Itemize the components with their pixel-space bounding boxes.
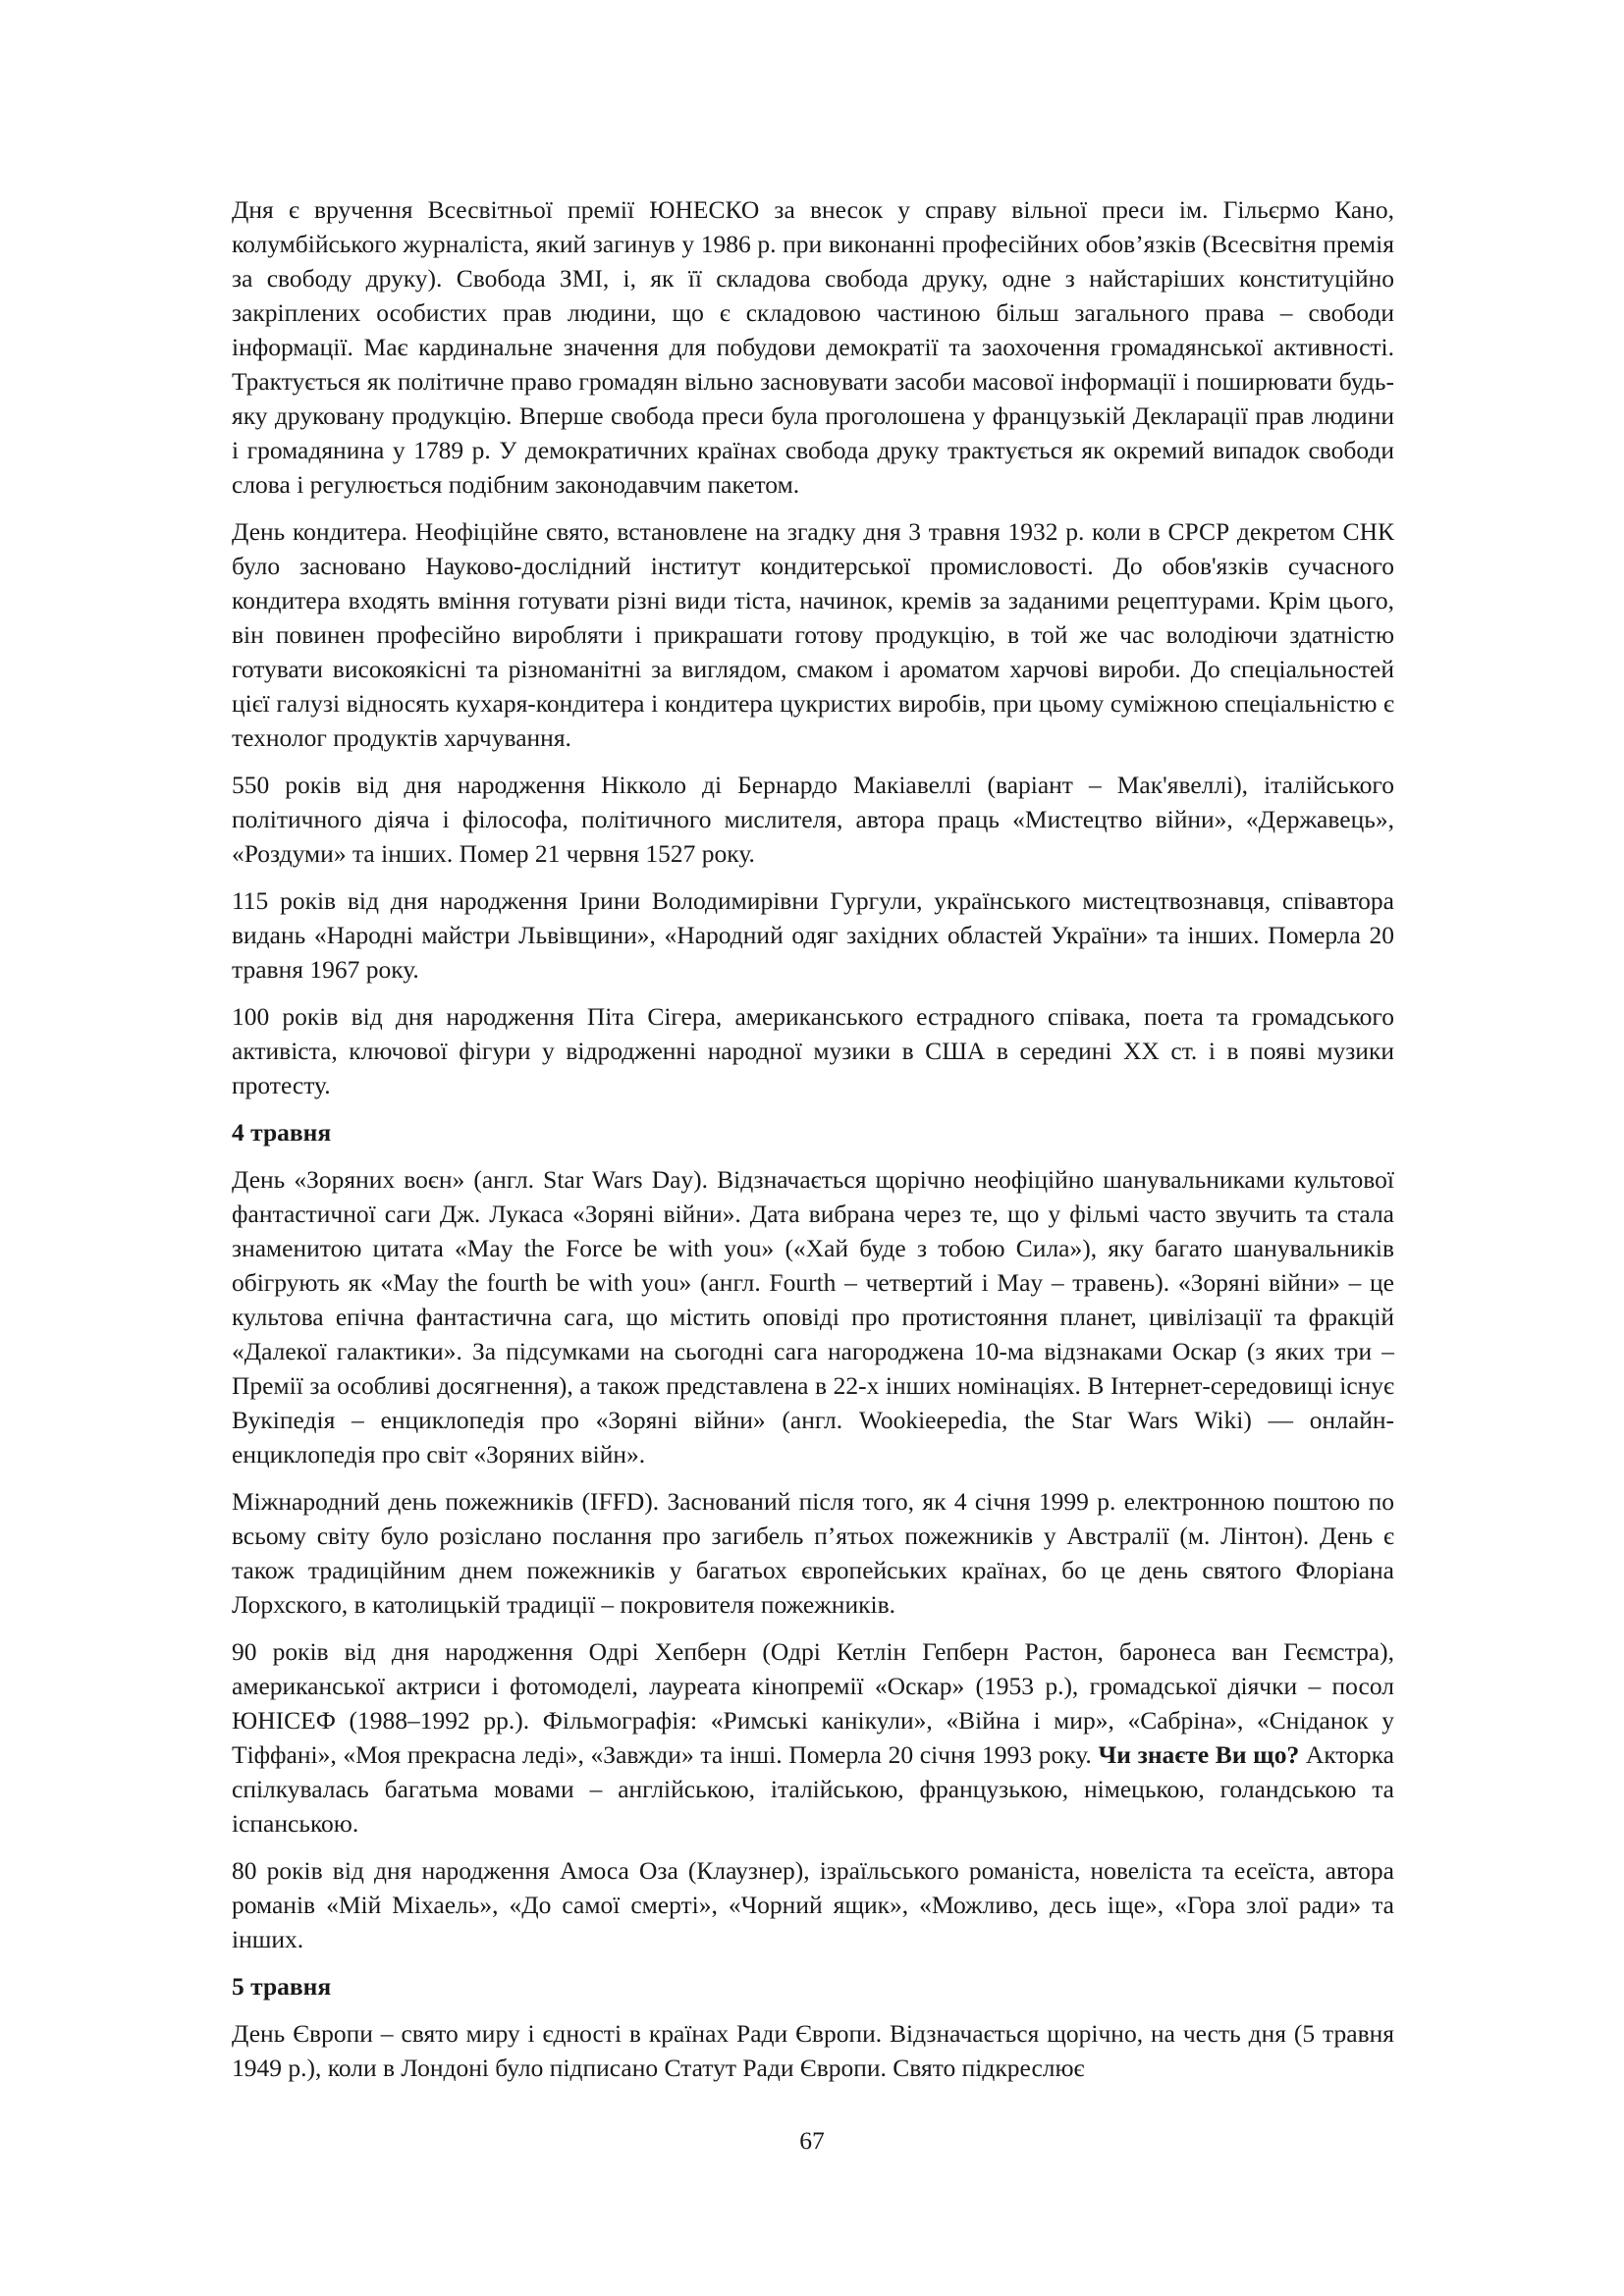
paragraph-unesco-press-freedom: Дня є вручення Всесвітньої премії ЮНЕСКО за внесок у справу вільної преси ім. Гільєрмо Кано, колумбійського журналіста, який загинув у 1986 р. при виконанні професійних обов’язків (Всесвітня премія за свободу друку). Свобода ЗМІ, і, як її складова свобода друку, одне з найстаріших конституційно закріплених особистих прав людини, що є складовою частиною більш загального права – свободи інформації. Має кардинальне значення для побудови демократії та заохочення громадянської активності. Трактується як політичне право громадян вільно засновувати засоби масової інформації і поширювати будь-яку друковану продукцію. Вперше свобода преси була проголошена у французькій Декларації прав людини і громадянина у 1789 р. У демократичних країнах свобода друку трактується як окремий випадок свободи слова і регулюється подібним законодавчим пакетом. xyxy=(232,195,1394,499)
paragraph-pete-seeger: 100 років від дня народження Піта Сігера, американського естрадного співака, поета та громадського активіста, ключової фігури у відродженні народної музики в США в середині ХХ ст. і в появі музики протесту. xyxy=(232,1002,1394,1099)
paragraph-star-wars-day: День «Зоряних воєн» (англ. Star Wars Day). Відзначається щорічно неофіційно шанувальниками культової фантастичної саги Дж. Лукаса «Зоряні війни». Дата вибрана через те, що у фільмі часто звучить та стала знаменитою цитата «May the Force be with you» («Хай буде з тобою Сила»), яку багато шанувальників обігрують як «May the fourth be with you» (англ. Fourth – четвертий і May – травень). «Зоряні війни» – це культова епічна фантастична сага, що містить оповіді про протистояння планет, цивілізації та фракцій «Далекої галактики». За підсумками на сьогодні сага нагороджена 10-ма відзнаками Оскар (з яких три – Премії за особливі досягнення), а також представлена в 22-х інших номінаціях. В Інтернет-середовищі існує Вукіпедія – енциклопедія про «Зоряні війни» (англ. Wookieepedia, the Star Wars Wiki) — онлайн-енциклопедія про світ «Зоряних війн». xyxy=(232,1165,1394,1468)
paragraph-europe-day: День Європи – свято миру і єдності в країнах Ради Європи. Відзначається щорічно, на честь дня (5 травня 1949 р.), коли в Лондоні було підписано Статут Ради Європи. Свято підкреслює xyxy=(232,2019,1394,2082)
paragraph-amos-oz: 80 років від дня народження Амоса Оза (Клаузнер), ізраїльського романіста, новеліста та есеїста, автора романів «Мій Міхаель», «До самої смерті», «Чорний ящик», «Можливо, десь іще», «Гора злої ради» та інших. xyxy=(232,1856,1394,1953)
paragraph-hurhula: 115 років від дня народження Ірини Володимирівни Гургули, українського мистецтвознавця, співавтора видань «Народні майстри Львівщини», «Народний одяг західних областей України» та інших. Померла 20 травня 1967 року. xyxy=(232,886,1394,984)
page-number: 67 xyxy=(799,2126,825,2155)
paragraph-firefighters-day: Міжнародний день пожежників (IFFD). Заснований після того, як 4 січня 1999 р. електронною поштою по всьому світу було розіслано послання про загибель п’ятьох пожежників у Австралії (м. Лінтон). День є також традиційним днем пожежників у багатьох європейських країнах, бо це день святого Флоріана Лорхского, в католицькій традиції – покровителя пожежників. xyxy=(232,1487,1394,1619)
paragraph-machiavelli: 550 років від дня народження Нікколо ді Бернардо Макіавеллі (варіант – Мак'явеллі), італійського політичного діяча і філософа, політичного мислителя, автора праць «Мистецтво війни», «Державець», «Роздуми» та інших. Помер 21 червня 1527 року. xyxy=(232,771,1394,868)
did-you-know-label: Чи знаєте Ви що? xyxy=(1098,1740,1300,1769)
document-page xyxy=(232,192,1394,2098)
section-heading-may-4: 4 травня xyxy=(232,1118,332,1147)
hepburn-fact-text: Акторка спілкувалась багатьма мовами – англійською, італійською, французькою, німецькою, голандською та іспанською. xyxy=(232,1740,1395,1838)
hepburn-text: 90 років від дня народження Одрі Хепберн (Одрі Кетлін Гепберн Растон, баронеса ван Геємстра), американської актриси і фотомоделі, лауреата кінопремії «Оскар» (1953 р.), громадської діячки – посол ЮНІСЕФ (1988–1992 рр.). Фільмографія: «Римські канікули», «Війна і мир», «Сабріна», «Сніданок у Тіффані», «Моя прекрасна леді», «Завжди» та інші. Померла 20 січня 1993 року. xyxy=(232,1637,1394,1769)
paragraph-confectioner-day: День кондитера. Неофіційне свято, встановлене на згадку дня 3 травня 1932 р. коли в СРСР декретом СНК було засновано Науково-дослідний інститут кондитерської промисловості. До обов'язків сучасного кондитера входять вміння готувати різні види тіста, начинок, кремів за заданими рецептурами. Крім цього, він повинен професійно виробляти і прикрашати готову продукцію, в той же час володіючи здатністю готувати високоякісні та різноманітні за виглядом, смаком і ароматом харчові вироби. До спеціальностей цієї галузі відносять кухаря-кондитера і кондитера цукристих виробів, при цьому суміжною спеціальністю є технолог продуктів харчування. xyxy=(232,517,1394,752)
paragraph-audrey-hepburn xyxy=(232,1634,1394,1841)
section-heading-may-5: 5 травня xyxy=(232,1972,332,2001)
